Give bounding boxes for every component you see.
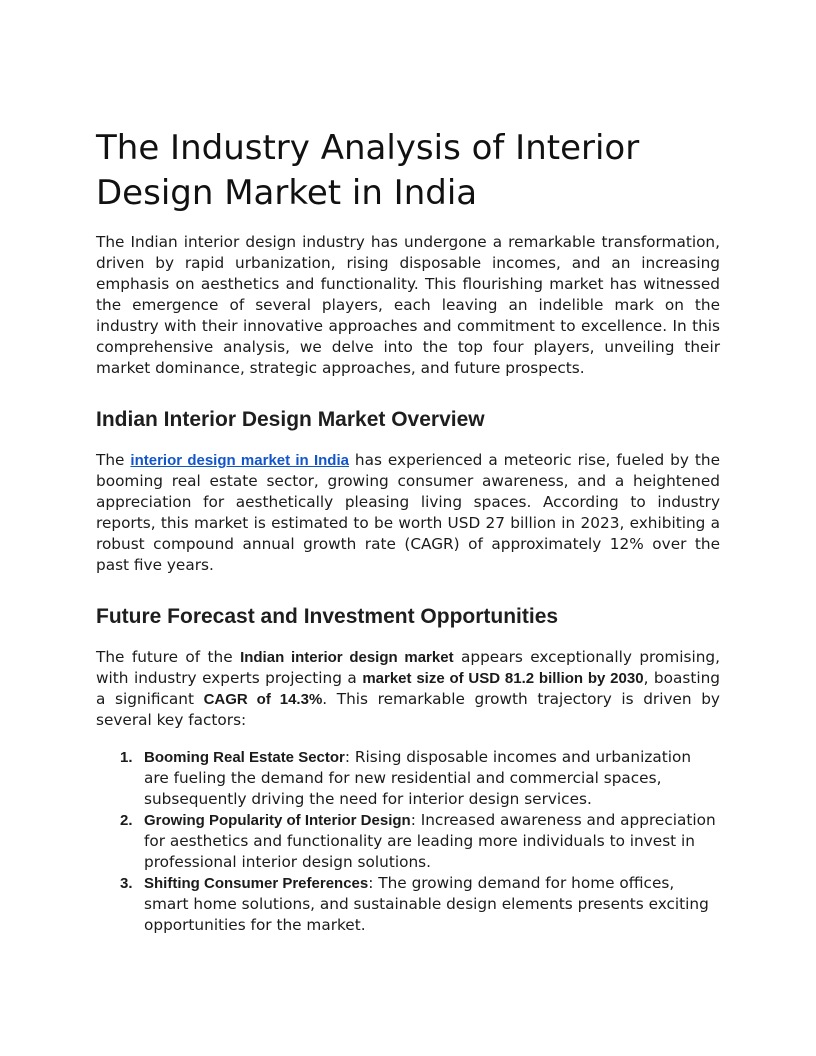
list-item bbox=[120, 747, 720, 810]
future-text-2: appears exceptionally promising, with industry experts projecting a bbox=[96, 648, 720, 687]
overview-paragraph bbox=[96, 450, 720, 576]
list-item bbox=[120, 873, 720, 936]
document-title: The Industry Analysis of Interior Design Market in India bbox=[96, 128, 640, 213]
future-bold-market-size: market size of USD 81.2 billion by 2030 bbox=[362, 670, 644, 687]
list-item-text: : Rising disposable incomes and urbanization are fueling the demand for new residential and commercial spaces, subsequently driving the need for interior design services. bbox=[144, 748, 692, 808]
list-item-number: 2. bbox=[120, 812, 133, 829]
overview-heading: Indian Interior Design Market Overview bbox=[96, 408, 485, 431]
list-item-text: : The growing demand for home offices, smart home solutions, and sustainable design elements presents exciting opportunities for the market. bbox=[144, 874, 709, 934]
future-text-3: , boasting a significant bbox=[96, 669, 720, 708]
future-paragraph bbox=[96, 647, 720, 731]
list-item-number: 3. bbox=[120, 875, 133, 892]
future-heading: Future Forecast and Investment Opportunities bbox=[96, 605, 559, 628]
key-factors-list bbox=[96, 747, 720, 936]
list-item-title: Booming Real Estate Sector bbox=[144, 749, 345, 766]
future-bold-cagr: CAGR of 14.3% bbox=[203, 691, 323, 708]
list-item-number: 1. bbox=[120, 749, 133, 766]
intro-paragraph: The Indian interior design industry has undergone a remarkable transformation, driven by rapid urbanization, rising disposable incomes, and an increasing emphasis on aesthetics and functionality. This flourishing market has witnessed the emergence of several players, each leaving an indelible mark on the industry with their innovative approaches and commitment to excellence. In this comprehensive analysis, we delve into the top four players, unveiling their market dominance, strategic approaches, and future prospects. bbox=[96, 233, 720, 377]
list-item bbox=[120, 810, 720, 873]
overview-text: has experienced a meteoric rise, fueled by the booming real estate sector, growing consumer awareness, and a heightened appreciation for aesthetically pleasing living spaces. According to industry reports, this market is estimated to be worth USD 27 billion in 2023, exhibiting a robust compound annual growth rate (CAGR) of approximately 12% over the past five years. bbox=[96, 451, 720, 574]
list-item-text-continued: professional interior design solutions. bbox=[144, 853, 431, 871]
list-item-title: Growing Popularity of Interior Design bbox=[144, 812, 411, 829]
interior-design-market-link[interactable]: interior design market in India bbox=[130, 452, 349, 469]
overview-prefix: The bbox=[96, 451, 131, 469]
future-text-4: . This remarkable growth trajectory is driven by several key factors: bbox=[96, 690, 720, 729]
future-bold-market: Indian interior design market bbox=[240, 649, 454, 666]
future-text-1: The future of the bbox=[96, 648, 241, 666]
list-item-text: : Increased awareness and appreciation for aesthetics and functionality are leading more individuals to invest in bbox=[144, 811, 716, 850]
document-page bbox=[96, 126, 720, 936]
list-item-title: Shifting Consumer Preferences bbox=[144, 875, 369, 892]
